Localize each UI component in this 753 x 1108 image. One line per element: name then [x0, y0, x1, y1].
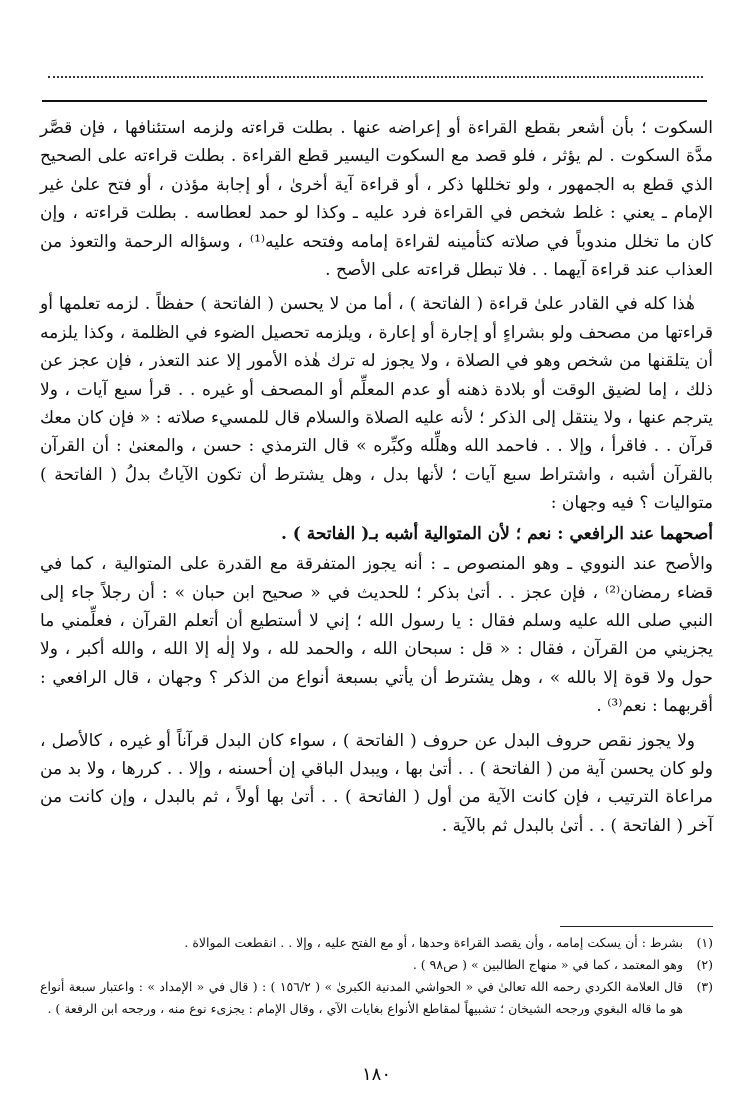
- page-number: ١٨٠: [361, 1064, 391, 1085]
- footnote-text: وهو المعتمد ، كما في « منهاج الطالبين » ( ص٩٨ ) .: [412, 957, 683, 972]
- footnote: [40, 954, 713, 976]
- dotted-header-rule: [48, 76, 703, 78]
- footnote-rule: [560, 926, 713, 927]
- footnote: [40, 976, 713, 1020]
- paragraph-1: السكوت ؛ بأن أشعر بقطع القراءة أو إعراضه عنها . بطلت قراءته ولزمه استئنافها ، فإن قصَّر مدَّة السكوت . لم يؤثر ، فلو قصد مع السكوت اليسير قطع القراءة . بطلت قراءته على الصحيح الذي قطع به الجمهور ، ولو تخللها ذكر ، أو قراءة آية أخرىٰ ، أو إجابة مؤذن ، أو فتح علىٰ غير الإمام ـ يعني : غلط شخص في القراءة فرد عليه ـ وكذا لو حمد لعطاسه . بطلت قراءته ، وإن كان ما تخلل مندوباً في صلاته كتأمينه لقراءة إمامه وفتحه عليه⁽¹⁾ ، وسؤاله الرحمة والتعوذ من العذاب عند قراءة آيهما . . فلا تبطل قراءته على الأصح .: [40, 118, 713, 281]
- paragraph-3: أصحهما عند الرافعي : نعم ؛ لأن المتوالية أشبه بـ( الفاتحة ) .: [280, 523, 713, 544]
- footnote: [40, 932, 713, 954]
- footnote-number: (٣): [696, 979, 713, 994]
- paragraph-4: والأصح عند النووي ـ وهو المنصوص ـ : أنه يجوز المتفرقة مع القدرة على المتوالية ، كما في قضاء رمضان⁽²⁾ ، فإن عجز . . أتىٰ بذكر ؛ للحديث في « صحيح ابن حبان » : أن رجلاً جاء إلى النبي صلى الله عليه وسلم فقال : يا رسول الله ؛ إني لا أستطيع أن أتعلم القرآن ، فعلِّمني ما يجزيني من القرآن ، فقال : « قل : سبحان الله ، والحمد لله ، ولا إلٰه إلا الله ، والله أكبر ، ولا حول ولا قوة إلا بالله » ، وهل يشترط أن يأتي بسبعة أنواع من الذكر ؟ وجهان ، قال الرافعي : أقربهما : نعم⁽³⁾ .: [40, 554, 714, 717]
- footnote-number: (٢): [696, 957, 713, 972]
- footnote-text: بشرط : أن يسكت إمامه ، وأن يقصد القراءة وحدها ، أو مع الفتح عليه ، وإلا . . انقطعت الموالاة .: [184, 935, 683, 950]
- paragraph-5: ولا يجوز نقص حروف البدل عن حروف ( الفاتحة ) ، سواء كان البدل قرآناً أو غيره ، كالأصل ، ولو كان يحسن آية من ( الفاتحة ) . . أتىٰ بها ، ويبدل الباقي إن أحسنه ، وإلا . . كررها ، ولا بد من مراعاة الترتيب ، فإن كانت الآية من أول ( الفاتحة ) . . أتىٰ بها أولاً ، ثم بالبدل ، وإن كانت من آخر ( الفاتحة ) . . أتىٰ بالبدل ثم بالآية .: [40, 730, 713, 836]
- paragraph-2: هٰذا كله في القادر علىٰ قراءة ( الفاتحة ) ، أما من لا يحسن ( الفاتحة ) حفظاً . لزمه تعلمها أو قراءتها من مصحف ولو بشراءٍ أو إجارة أو إعارة ، ويلزمه تحصيل الضوء في الظلمة ، وكذا يلزمه أن يتلقنها من شخص وهو في الصلاة ، ولا يجوز له ترك هٰذه الأمور إلا عند التعذر ، فإن عجز عن ذلك ، إما لضيق الوقت أو بلادة ذهنه أو عدم المعلِّم أو المصحف أو غيره . . قرأ سبع آيات ، ولا يترجم عنها ، ولا ينتقل إلى الذكر ؛ لأنه عليه الصلاة والسلام قال للمسيء صلاته : « فإن كان معك قرآن . . فاقرأ ، وإلا . . فاحمد الله وهلِّله وكبِّره » قال الترمذي : حسن ، والمعنىٰ : أن القرآن بالقرآن أشبه ، واشتراط سبع آيات ؛ لأنها بدل ، وهل يشترط أن تكون الآياتُ بدلُ ( الفاتحة ) متواليات ؟ فيه وجهان :: [40, 294, 713, 514]
- footnote-text: قال العلامة الكردي رحمه الله تعالىٰ في « الحواشي المدنية الكبرىٰ » ( ١٥٦/٢ ) : ( قال في « الإمداد » : واعتبار سبعة أنواع هو ما قاله البغوي ورجحه الشيخان ؛ تشبيهاً لمقاطع الأنواع بغايات الآي ، وقال الإمام : يجزىء نوع منه ، ورجحه ابن الرفعة ) .: [40, 979, 683, 1016]
- main-text: [40, 114, 713, 840]
- header-rule: [42, 100, 707, 102]
- footnotes: [40, 932, 713, 1020]
- footnote-number: (١): [696, 935, 713, 950]
